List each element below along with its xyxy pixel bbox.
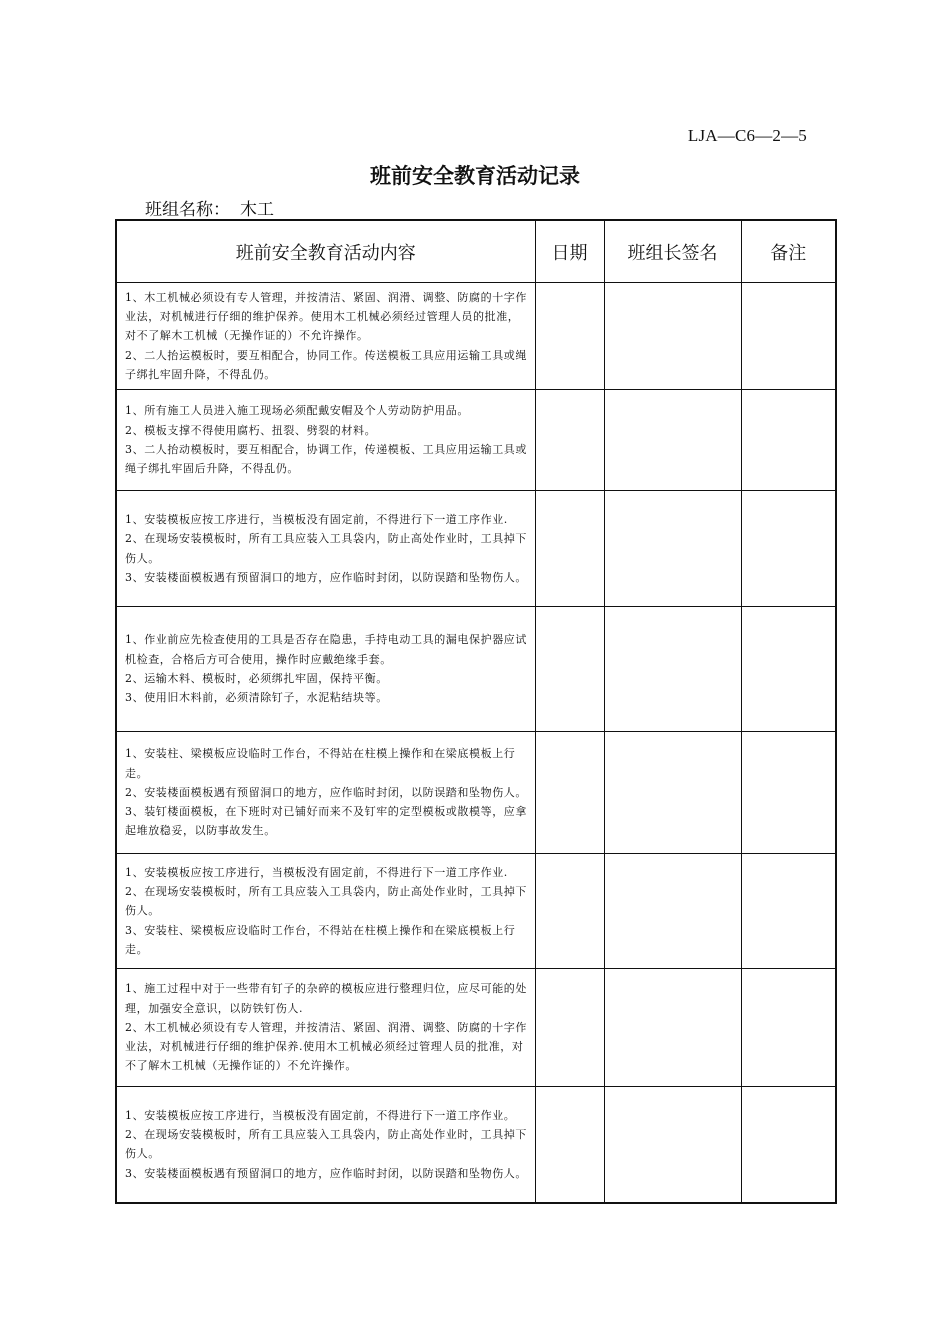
activity-line: 2、在现场安装模板时，所有工具应装入工具袋内，防止高处作业时，工具掉下伤人。 xyxy=(125,532,527,565)
activity-line: 3、安装楼面模板遇有预留洞口的地方，应作临时封闭，以防误踏和坠物伤人。 xyxy=(125,570,527,584)
header-content: 班前安全教育活动内容 xyxy=(116,220,535,283)
activity-line: 3、二人抬动模板时，要互相配合，协调工作，传递模板、工具应用运输工具或绳子绑扎牢固后升降，不得乱仍。 xyxy=(125,443,527,476)
note-cell[interactable] xyxy=(741,854,836,969)
activity-content-cell xyxy=(116,969,535,1087)
activity-line: 1、作业前应先检查使用的工具是否存在隐患，手持电动工具的漏电保护器应试机检查，合格后方可合使用，操作时应戴绝缘手套。 xyxy=(125,633,527,666)
leader-signature-cell[interactable] xyxy=(604,969,741,1087)
activity-line: 2、安装楼面模板遇有预留洞口的地方，应作临时封闭，以防误踏和坠物伤人。 xyxy=(125,785,527,799)
leader-signature-cell[interactable] xyxy=(604,607,741,732)
date-cell[interactable] xyxy=(535,854,604,969)
leader-signature-cell[interactable] xyxy=(604,854,741,969)
date-cell[interactable] xyxy=(535,969,604,1087)
activity-line: 2、二人抬运模板时，要互相配合，协同工作。传送模板工具应用运输工具或绳子绑扎牢固升降，不得乱仍。 xyxy=(125,348,527,381)
note-cell[interactable] xyxy=(741,491,836,607)
table-row xyxy=(116,969,836,1087)
activity-line: 1、施工过程中对于一些带有钉子的杂碎的模板应进行整理归位，应尽可能的处理，加强安全意识，以防铁钉伤人. xyxy=(125,982,527,1015)
activity-line: 1、安装模板应按工序进行，当模板没有固定前，不得进行下一道工序作业。 xyxy=(125,1108,516,1122)
activity-line: 2、模板支撑不得使用腐朽、扭裂、劈裂的材料。 xyxy=(125,423,377,437)
leader-signature-cell[interactable] xyxy=(604,732,741,854)
activity-content-cell xyxy=(116,854,535,969)
table-row xyxy=(116,283,836,390)
activity-content-cell xyxy=(116,390,535,491)
table-header-row xyxy=(116,220,836,283)
activity-line: 1、安装模板应按工序进行，当模板没有固定前，不得进行下一道工序作业. xyxy=(125,512,508,526)
table-row xyxy=(116,607,836,732)
activity-line: 1、安装柱、梁模板应设临时工作台，不得站在柱模上操作和在梁底模板上行走。 xyxy=(125,747,516,780)
team-name-line xyxy=(145,195,320,221)
note-cell[interactable] xyxy=(741,1087,836,1203)
activity-line: 1、木工机械必须设有专人管理，并按清洁、紧固、润滑、调整、防腐的十字作业法，对机械进行仔细的维护保养。使用木工机械必须经过管理人员的批准，对不了解木工机械（无操作证的）不允许操作。 xyxy=(125,290,527,343)
team-name-label: 班组名称： xyxy=(145,200,230,220)
activity-line: 3、安装柱、梁模板应设临时工作台，不得站在柱模上操作和在梁底模板上行走。 xyxy=(125,923,516,956)
date-cell[interactable] xyxy=(535,283,604,390)
header-note: 备注 xyxy=(741,220,836,283)
note-cell[interactable] xyxy=(741,607,836,732)
activity-line: 2、在现场安装模板时，所有工具应装入工具袋内，防止高处作业时，工具掉下伤人。 xyxy=(125,1127,527,1161)
table-row xyxy=(116,390,836,491)
date-cell[interactable] xyxy=(535,732,604,854)
leader-signature-cell[interactable] xyxy=(604,491,741,607)
table-row xyxy=(116,491,836,607)
date-cell[interactable] xyxy=(535,491,604,607)
leader-signature-cell[interactable] xyxy=(604,283,741,390)
activity-line: 2、运输木料、模板时，必须绑扎牢固，保持平衡。 xyxy=(125,672,388,685)
activity-line: 2、木工机械必须设有专人管理，并按清洁、紧固、润滑、调整、防腐的十字作业法，对机械进行仔细的维护保养.使用木工机械必须经过管理人员的批准，对不了解木工机械（无操作证的）不允许操作。 xyxy=(125,1020,527,1073)
header-leader-signature: 班组长签名 xyxy=(604,220,741,283)
team-name-value: 木工 xyxy=(230,200,320,221)
date-cell[interactable] xyxy=(535,390,604,491)
document-code: LJA—C6—2—5 xyxy=(687,126,807,145)
table-row xyxy=(116,1087,836,1203)
leader-signature-cell[interactable] xyxy=(604,1087,741,1203)
activity-content-cell xyxy=(116,1087,535,1203)
activity-line: 1、所有施工人员进入施工现场必须配戴安帽及个人劳动防护用品。 xyxy=(125,404,469,418)
leader-signature-cell[interactable] xyxy=(604,390,741,491)
table-row xyxy=(116,854,836,969)
note-cell[interactable] xyxy=(741,390,836,491)
date-cell[interactable] xyxy=(535,1087,604,1203)
activity-line: 1、安装模板应按工序进行，当模板没有固定前，不得进行下一道工序作业. xyxy=(125,865,508,879)
date-cell[interactable] xyxy=(535,607,604,732)
page-title: 班前安全教育活动记录 xyxy=(370,163,580,188)
note-cell[interactable] xyxy=(741,969,836,1087)
note-cell[interactable] xyxy=(741,283,836,390)
activity-content-cell xyxy=(116,607,535,732)
note-cell[interactable] xyxy=(741,732,836,854)
table-row xyxy=(116,732,836,854)
activity-line: 3、装钉楼面模板，在下班时对已铺好而来不及钉牢的定型模板或散模等，应拿起堆放稳妥，以防事故发生。 xyxy=(125,805,527,838)
activity-content-cell xyxy=(116,491,535,607)
header-date: 日期 xyxy=(535,220,604,283)
education-record-table xyxy=(115,219,837,1204)
activity-line: 3、使用旧木料前，必须清除钉子，水泥粘结块等。 xyxy=(125,691,388,705)
activity-content-cell xyxy=(116,732,535,854)
activity-line: 2、在现场安装模板时，所有工具应装入工具袋内，防止高处作业时，工具掉下伤人。 xyxy=(125,885,527,918)
activity-line: 3、安装楼面模板遇有预留洞口的地方，应作临时封闭，以防误踏和坠物伤人。 xyxy=(125,1166,527,1180)
activity-content-cell xyxy=(116,283,535,390)
